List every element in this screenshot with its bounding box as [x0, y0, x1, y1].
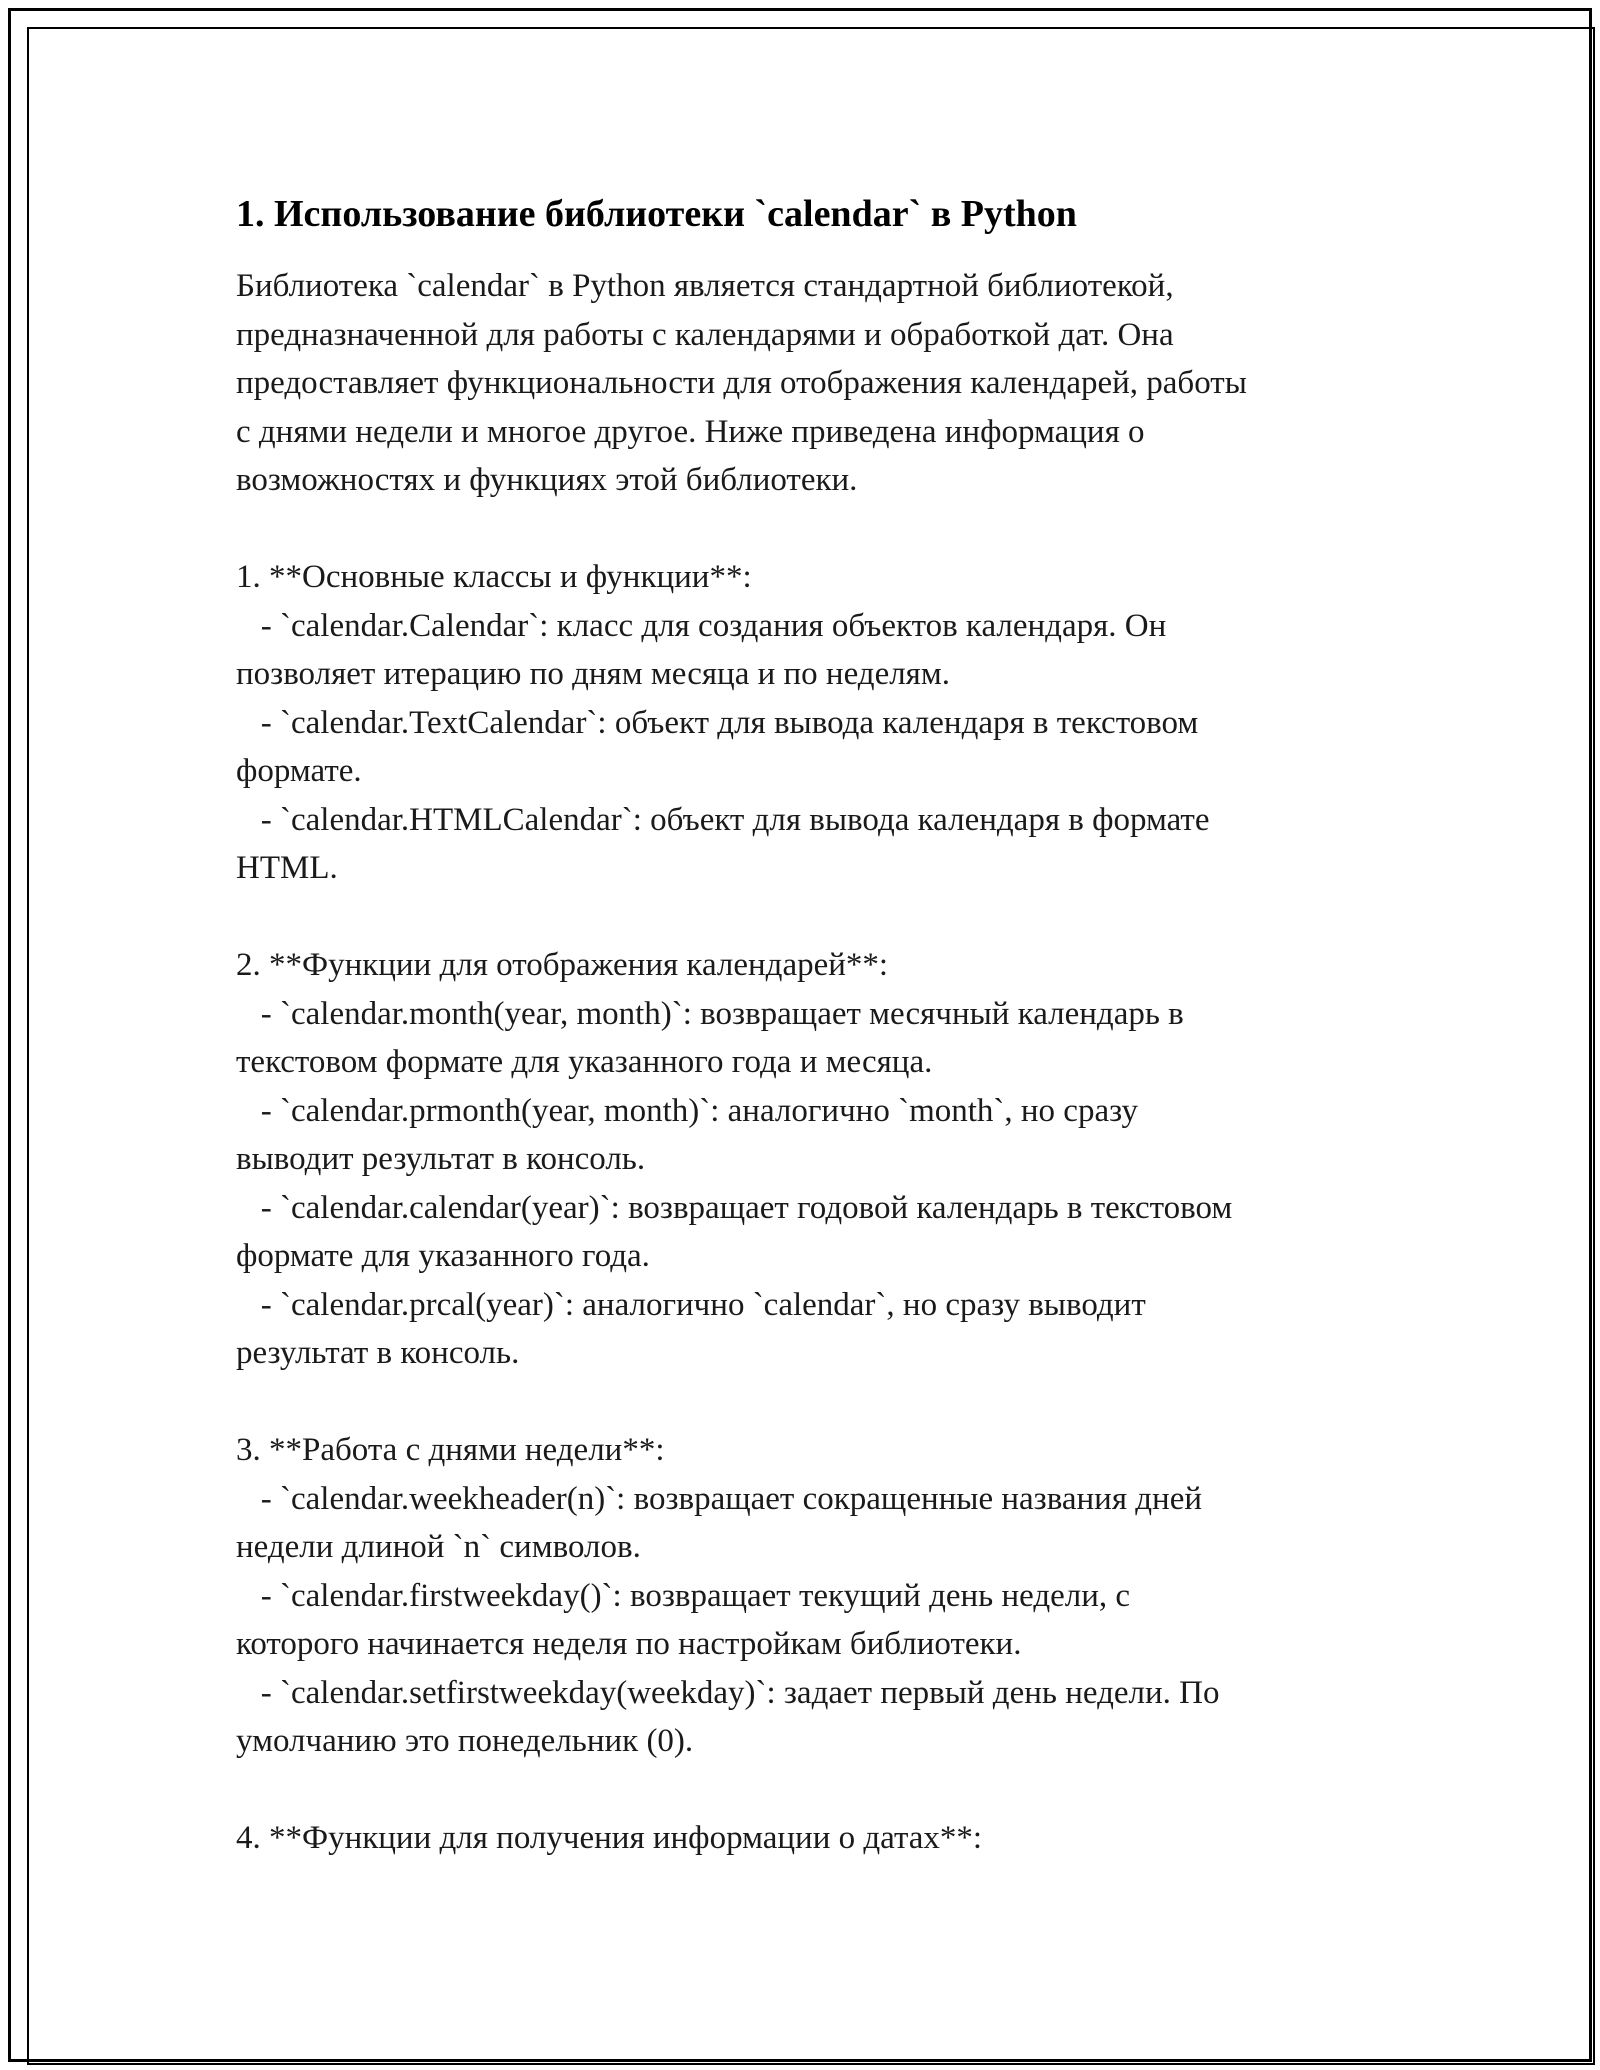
document-title: 1. Использование библиотеки `calendar` в Python	[236, 193, 1077, 235]
list-item-text: формате.	[236, 753, 362, 789]
list-item-text: - `calendar.firstweekday()`: возвращает текущий день недели, с	[236, 1577, 1131, 1614]
document-body	[236, 188, 1386, 1863]
section-heading: 4. **Функции для получения информации о датах**:	[236, 1820, 983, 1856]
paragraph-gap	[236, 505, 1386, 554]
list-item-text: - `calendar.weekheader(n)`: возвращает сокращенные названия дней	[236, 1480, 1203, 1517]
list-item-text: - `calendar.prmonth(year, month)`: аналогично `month`, но сразу	[236, 1092, 1138, 1129]
list-item-text: результат в консоль.	[236, 1335, 520, 1371]
list-item-text: недели длиной `n` символов.	[236, 1529, 641, 1565]
list-item-text: текстовом формате для указанного года и месяца.	[236, 1044, 933, 1080]
paragraph-gap	[236, 1378, 1386, 1427]
intro-line: Библиотека `calendar` в Python является стандартной библиотекой,	[236, 268, 1174, 304]
section-weekdays	[236, 1426, 1386, 1766]
intro-paragraph	[236, 262, 1376, 505]
section-heading: 1. **Основные классы и функции**:	[236, 559, 752, 595]
intro-line: предоставляет функциональности для отображения календарей, работы	[236, 365, 1247, 401]
section-main-classes	[236, 553, 1386, 893]
list-item-text: - `calendar.TextCalendar`: объект для вывода календаря в текстовом	[236, 704, 1199, 741]
section-heading: 3. **Работа с днями недели**:	[236, 1432, 665, 1468]
list-item-text: - `calendar.month(year, month)`: возвращает месячный календарь в	[236, 995, 1184, 1032]
list-item-text: - `calendar.HTMLCalendar`: объект для вывода календаря в формате	[236, 801, 1210, 838]
list-item-text: позволяет итерацию по дням месяца и по неделям.	[236, 656, 950, 692]
intro-line: возможностях и функциях этой библиотеки.	[236, 462, 858, 498]
section-heading: 2. **Функции для отображения календарей**:	[236, 947, 889, 983]
paragraph-gap	[236, 893, 1386, 942]
list-item-text: - `calendar.calendar(year)`: возвращает годовой календарь в текстовом	[236, 1189, 1233, 1226]
list-item-text: - `calendar.Calendar`: класс для создания объектов календаря. Он	[236, 607, 1167, 644]
section-date-info	[236, 1814, 1386, 1863]
list-item-text: формате для указанного года.	[236, 1238, 650, 1274]
intro-line: с днями недели и многое другое. Ниже приведена информация о	[236, 413, 1145, 450]
list-item-text: - `calendar.prcal(year)`: аналогично `calendar`, но сразу выводит	[236, 1286, 1146, 1323]
section-display-functions	[236, 941, 1386, 1378]
intro-line: предназначенной для работы с календарями и обработкой дат. Она	[236, 316, 1174, 353]
list-item-text: которого начинается неделя по настройкам библиотеки.	[236, 1626, 1022, 1662]
list-item-text: умолчанию это понедельник (0).	[236, 1723, 694, 1759]
list-item-text: выводит результат в консоль.	[236, 1141, 646, 1177]
paragraph-gap	[236, 1766, 1386, 1815]
list-item-text: - `calendar.setfirstweekday(weekday)`: задает первый день недели. По	[236, 1674, 1220, 1711]
list-item-text: HTML.	[236, 850, 338, 886]
